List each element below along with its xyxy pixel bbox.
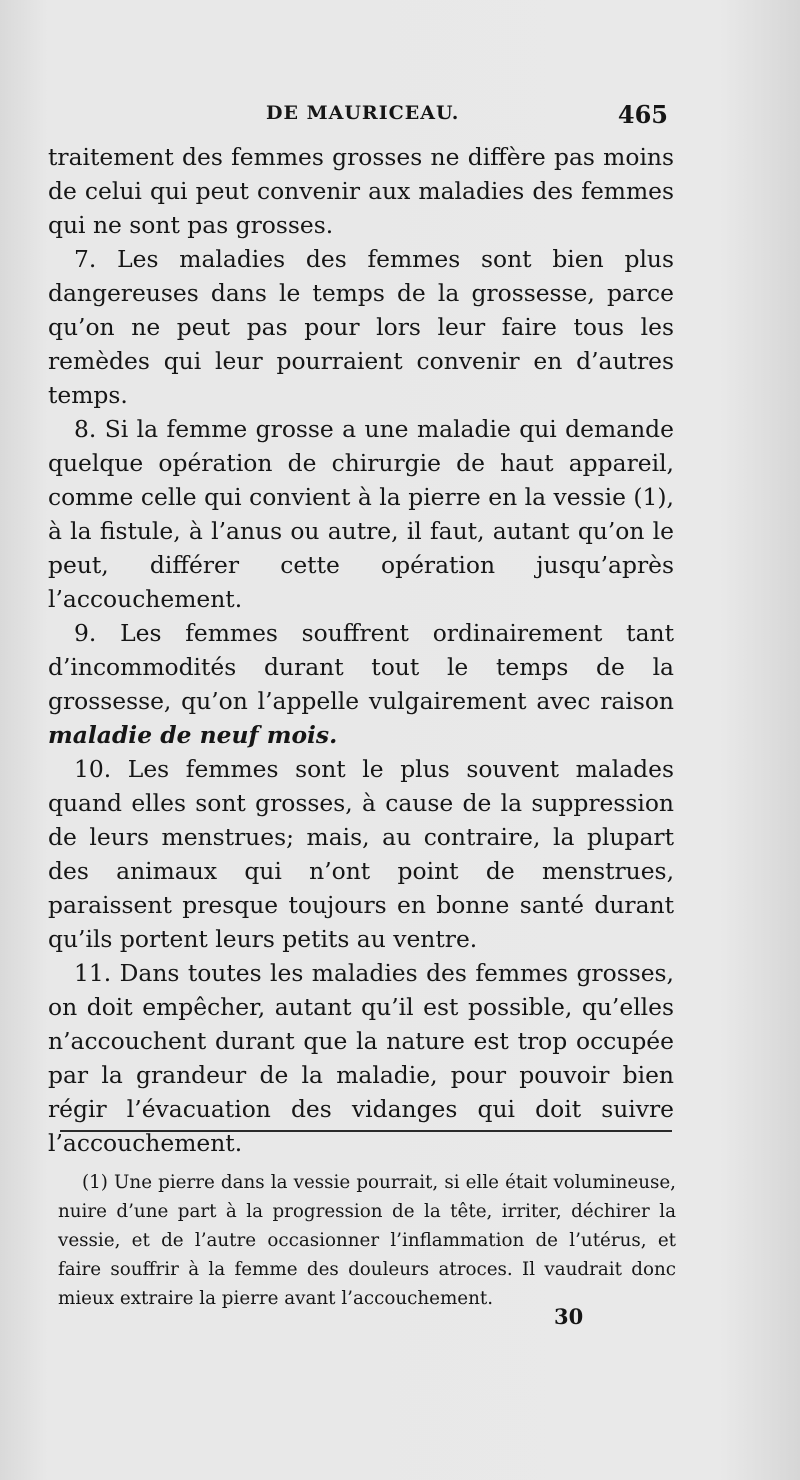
signature-mark: 30 xyxy=(554,1304,584,1329)
paragraph-7: 7. Les maladies des femmes sont bien plus dangereuses dans le temps de la grossesse, parce qu’on ne peut pas pour lors leur faire tous les remèdes qui leur pourraient convenir en d’autres temps. xyxy=(48,245,674,409)
paragraph-8: 8. Si la femme grosse a une maladie qui demande quelque opération de chirurgie de haut appareil, comme celle qui convient à la pierre en la vessie (1), à la fistule, à l’anus ou autre, il faut, autant qu’on le peut, différer cette opération jusqu’après l’accouchement. xyxy=(48,415,674,613)
paragraph-9 xyxy=(48,616,674,752)
paragraph-11: 11. Dans toutes les maladies des femmes grosses, on doit empêcher, autant qu’il est possible, qu’elles n’accouchent durant que la nature est trop occupée par la grandeur de la maladie, pour pouvoir bien régir l’évacuation des vidanges qui doit suivre l’accouchement. xyxy=(48,959,674,1157)
footnote-separator xyxy=(60,1130,672,1132)
paragraph-10: 10. Les femmes sont le plus souvent malades quand elles sont grosses, à cause de la suppression de leurs menstrues; mais, au contraire, la plupart des animaux qui n’ont point de menstrues, paraissent presque toujours en bonne santé durant qu’ils portent leurs petits au ventre. xyxy=(48,755,674,953)
paragraph-9-italic: maladie de neuf mois. xyxy=(48,721,338,749)
paragraph-9-text: 9. Les femmes souffrent ordinairement tant d’incommodités durant tout le temps de la grossesse, qu’on l’appelle vulgairement avec raison xyxy=(48,619,674,715)
page-number: 465 xyxy=(617,100,668,129)
running-head xyxy=(48,100,668,134)
body-text xyxy=(48,140,674,1160)
paragraph-continuation: traitement des femmes grosses ne diffère pas moins de celui qui peut convenir aux maladies des femmes qui ne sont pas grosses. xyxy=(48,143,674,239)
footnote: (1) Une pierre dans la vessie pourrait, si elle était volumineuse, nuire d’une part à la progression de la tête, irriter, déchirer la vessie, et de l’autre occasionner l’inflammation de l’utérus, et faire souffrir à la femme des douleurs atroces. Il vaudrait donc mieux extraire la pierre avant l’accouchement. xyxy=(58,1172,676,1310)
running-title: DE MAURICEAU. xyxy=(266,102,460,124)
